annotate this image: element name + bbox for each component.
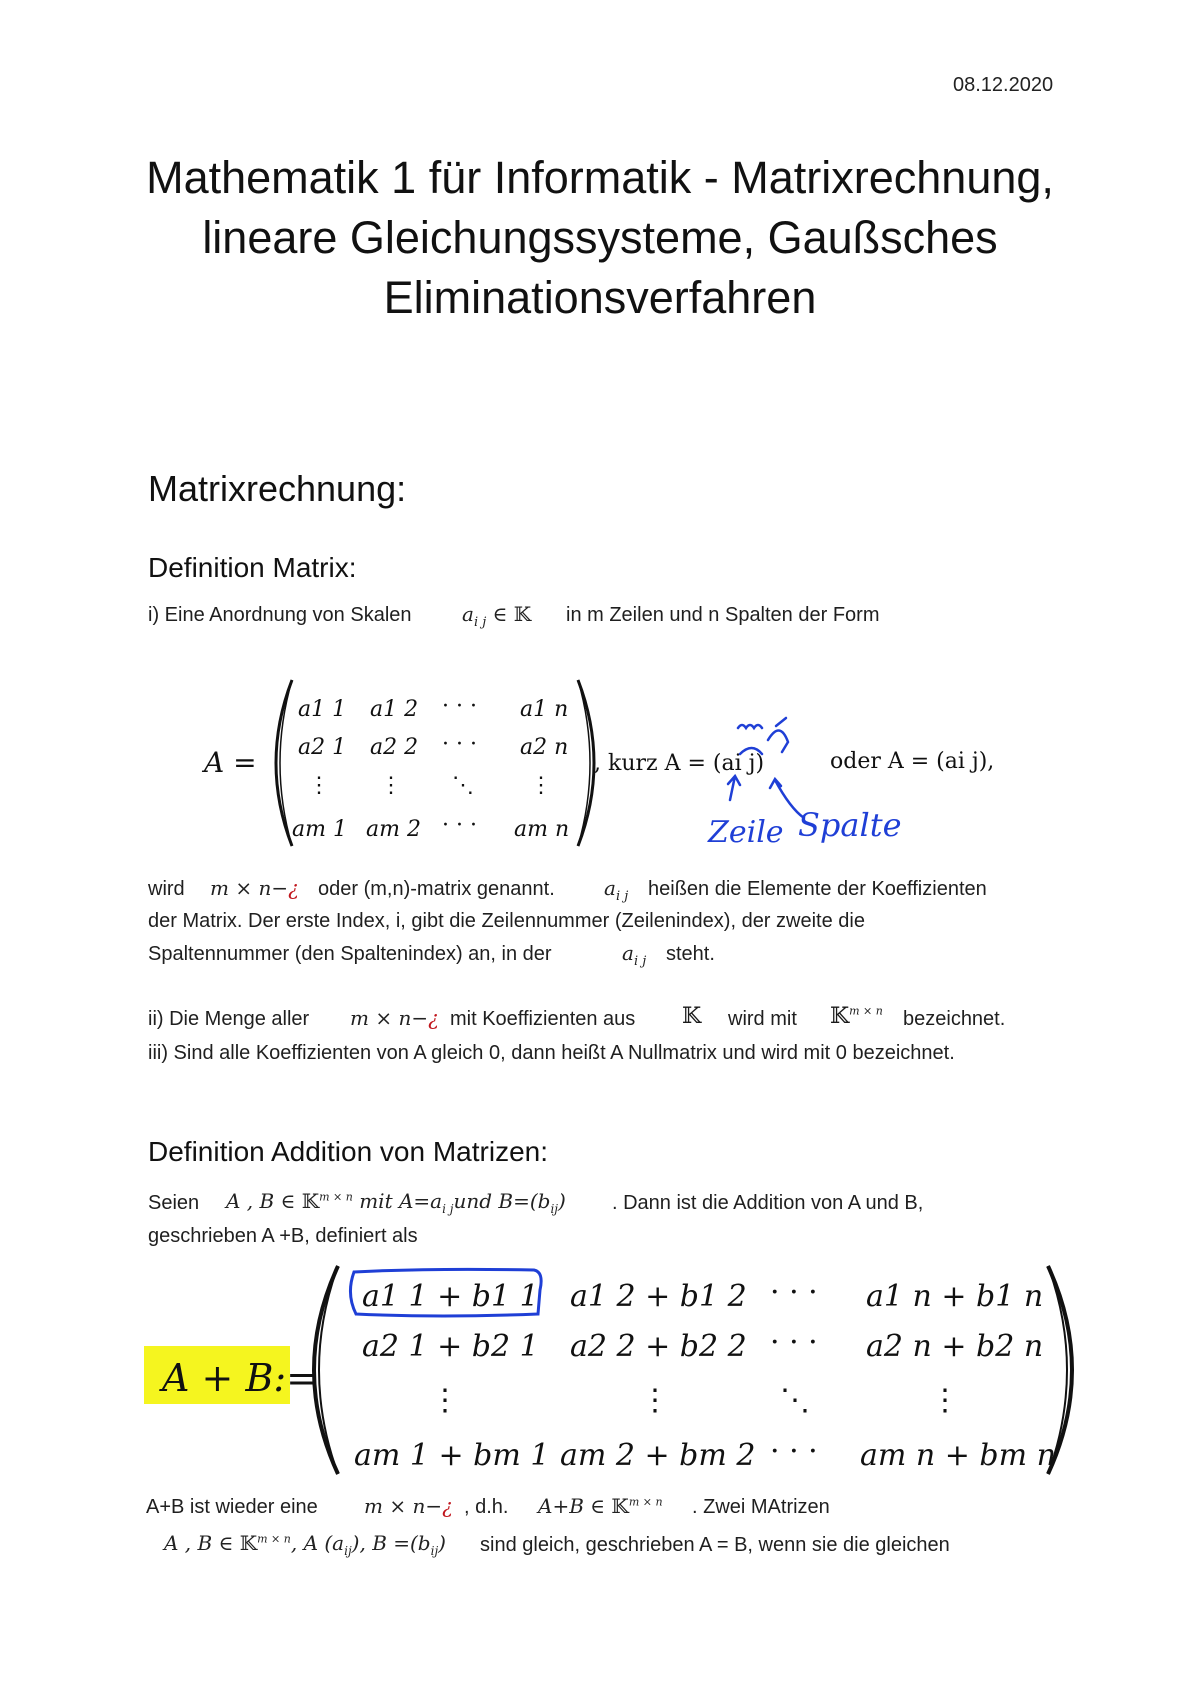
aij-in-k-formula: $a_{i j}$ ∈ 𝕂 bbox=[462, 602, 532, 630]
add-cell: · · · bbox=[770, 1325, 818, 1360]
m-cell: · · · bbox=[442, 813, 477, 838]
aij-formula: $a_{i j}$ bbox=[622, 941, 647, 969]
handwritten-spalte: Spalte bbox=[798, 806, 902, 844]
definition-line-1b: in m Zeilen und n Spalten der Form bbox=[566, 604, 880, 626]
add-cell: a1 2 + b1 2 bbox=[570, 1279, 747, 1314]
ii-part-d: bezeichnet. bbox=[903, 1008, 1006, 1030]
k-symbol: 𝕂 bbox=[682, 1004, 702, 1029]
m-times-n-formula: m × n−¿ bbox=[210, 876, 299, 900]
addition-line-4b: sind gleich, geschrieben A = B, wenn sie die gleichen bbox=[480, 1534, 950, 1556]
m-cell: am n bbox=[514, 817, 570, 842]
para1-line-2: der Matrix. Der erste Index, i, gibt die Zeilennummer (Zeilenindex), der zweite die bbox=[148, 910, 865, 932]
ii-part-b: mit Koeffizienten aus bbox=[450, 1008, 636, 1030]
para1-line-3b: steht. bbox=[666, 943, 715, 965]
add-cell: a1 1 + b1 1 bbox=[362, 1279, 539, 1314]
m-cell: a1 2 bbox=[370, 697, 419, 722]
m-cell: am 1 bbox=[292, 817, 347, 842]
add-cell: am n + bm n bbox=[860, 1438, 1056, 1473]
m-cell: ⋱ bbox=[452, 773, 474, 798]
add-cell: ⋮ bbox=[930, 1383, 960, 1418]
kurz-text: , kurz A = (ai j) bbox=[594, 751, 765, 776]
m-cell: ⋮ bbox=[380, 773, 402, 798]
matrix-definition-figure bbox=[190, 668, 1090, 858]
addition-line-1b: . Dann ist die Addition von A und B, bbox=[612, 1192, 924, 1214]
add-cell: a2 n + b2 n bbox=[866, 1329, 1044, 1364]
m-times-n-formula: m × n−¿ bbox=[364, 1494, 453, 1518]
add-cell: a2 2 + b2 2 bbox=[570, 1329, 747, 1364]
definition-matrix-heading: Definition Matrix: bbox=[148, 552, 357, 583]
para1-wird: wird bbox=[148, 878, 185, 900]
add-cell: am 1 + bm 1 bbox=[354, 1438, 550, 1473]
seien-formula: A , B ∈ 𝕂$^{m \times n}$ mit $A=a_{i j}und$ $B=(b_{ij})$ bbox=[226, 1189, 566, 1216]
m-times-n-formula: m × n−¿ bbox=[350, 1006, 439, 1030]
para1-line-3a: Spaltennummer (den Spaltenindex) an, in der bbox=[148, 943, 552, 965]
a-plus-b-in-k-formula: A+B ∈ 𝕂$^{m \times n}$ bbox=[538, 1494, 663, 1518]
definition-addition-heading: Definition Addition von Matrizen: bbox=[148, 1136, 548, 1167]
ii-part-a: ii) Die Menge aller bbox=[148, 1008, 310, 1030]
para1-part-c: heißen die Elemente der Koeffizienten bbox=[648, 878, 987, 900]
addition-line-3a: A+B ist wieder eine bbox=[146, 1496, 318, 1518]
date: 08.12.2020 bbox=[953, 74, 1054, 96]
m-cell: am 2 bbox=[366, 817, 421, 842]
addition-line-1a: Seien bbox=[148, 1192, 200, 1214]
add-cell: a1 n + b1 n bbox=[866, 1279, 1044, 1314]
m-cell: ⋮ bbox=[308, 773, 330, 798]
m-cell: a2 n bbox=[520, 735, 569, 760]
matrix-lhs: A = bbox=[204, 746, 257, 779]
m-cell: a2 2 bbox=[370, 735, 419, 760]
matrices-ab-formula: A , B ∈ 𝕂$^{m \times n}$, A $(a_{ij})$, $B =(b_{ij})$ bbox=[164, 1531, 446, 1558]
addition-lhs: A + B:= bbox=[162, 1356, 319, 1400]
definition-line-1a: i) Eine Anordnung von Skalen bbox=[148, 604, 412, 626]
add-cell: a2 1 + b2 1 bbox=[362, 1329, 539, 1364]
m-cell: ⋮ bbox=[530, 773, 552, 798]
m-cell: a1 1 bbox=[298, 697, 347, 722]
addition-matrix-figure bbox=[140, 1260, 1080, 1480]
add-cell: · · · bbox=[770, 1434, 818, 1469]
m-cell: · · · bbox=[442, 694, 477, 719]
aij-formula: $a_{i j}$ bbox=[604, 876, 629, 904]
add-cell: · · · bbox=[770, 1275, 818, 1310]
m-cell: a1 n bbox=[520, 697, 569, 722]
addition-line-2: geschrieben A +B, definiert als bbox=[148, 1225, 418, 1247]
add-cell: ⋮ bbox=[430, 1383, 460, 1418]
k-mxn-symbol: 𝕂$^{m \times n}$ bbox=[830, 1004, 883, 1029]
document-title: Mathematik 1 für Informatik - Matrixrechnung, lineare Gleichungssysteme, Gaußsches Eliminationsverfahren bbox=[146, 152, 1054, 323]
para1-part-b: oder (m,n)-matrix genannt. bbox=[318, 878, 555, 900]
handwritten-zeile: Zeile bbox=[708, 815, 784, 850]
add-cell: am 2 + bm 2 bbox=[560, 1438, 756, 1473]
ii-part-c: wird mit bbox=[728, 1008, 797, 1030]
oder-text: oder A = (ai j), bbox=[830, 749, 995, 774]
iii-line: iii) Sind alle Koeffizienten von A gleich 0, dann heißt A Nullmatrix und wird mit 0 bezeichnet. bbox=[148, 1042, 955, 1064]
add-cell: ⋱ bbox=[780, 1383, 810, 1418]
add-cell: ⋮ bbox=[640, 1383, 670, 1418]
section-heading-matrixrechnung: Matrixrechnung: bbox=[148, 468, 407, 509]
addition-line-3b: , d.h. bbox=[464, 1496, 509, 1518]
addition-line-3c: . Zwei MAtrizen bbox=[692, 1496, 830, 1518]
m-cell: a2 1 bbox=[298, 735, 347, 760]
m-cell: · · · bbox=[442, 732, 477, 757]
